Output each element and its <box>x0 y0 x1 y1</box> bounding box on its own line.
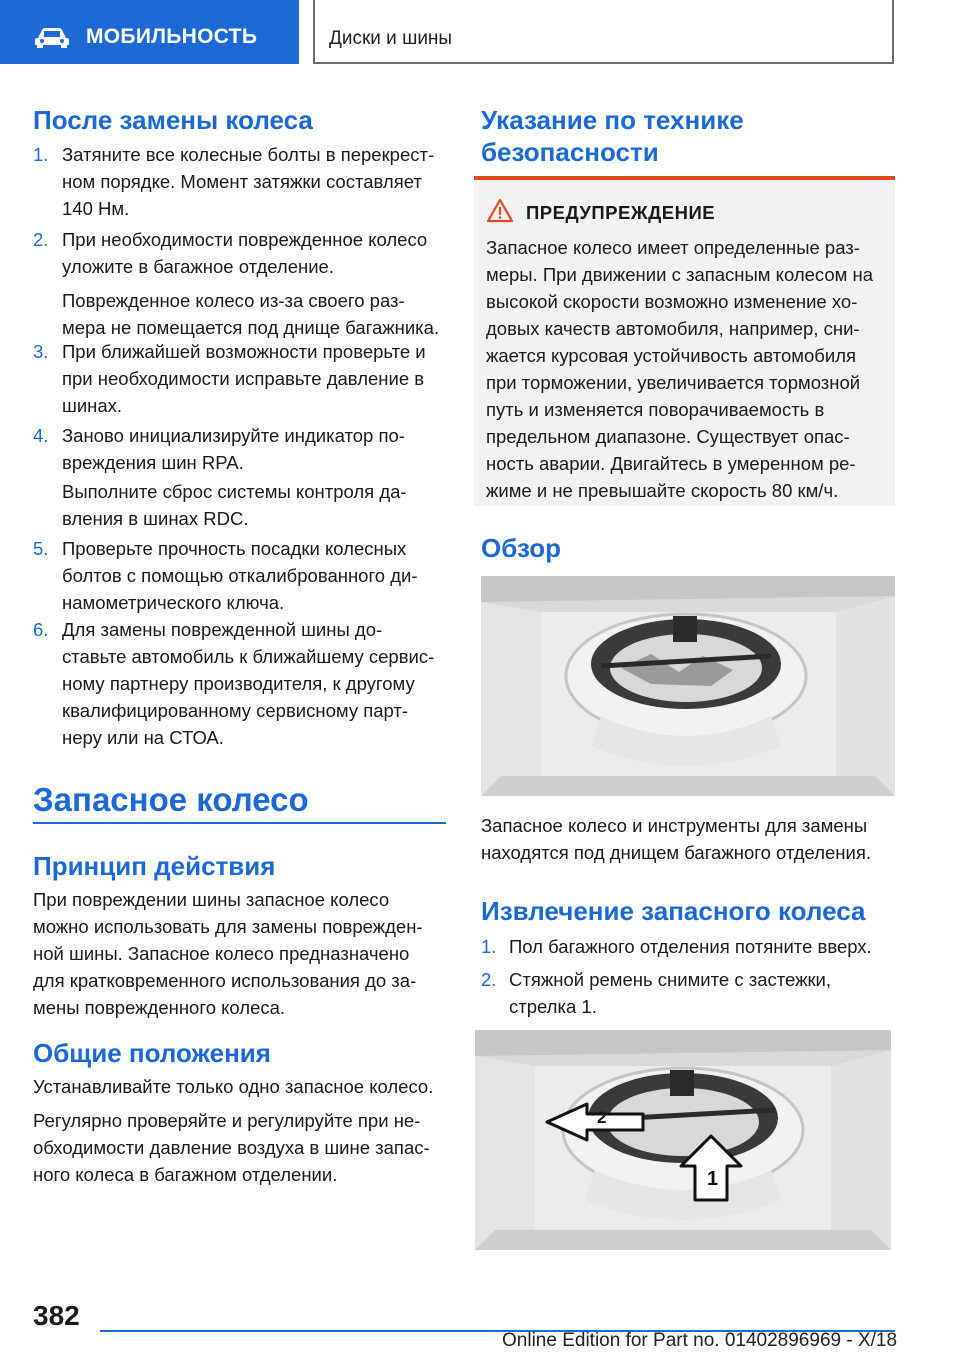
title-rule <box>33 822 446 824</box>
general-text-1: Устанавливайте только одно запасное колесо. <box>33 1076 434 1097</box>
principle-title: Принцип действия <box>33 851 276 881</box>
step-note: Выполните сброс системы контроля да- вления в шинах RDC. <box>62 481 407 529</box>
chapter-header <box>313 0 894 64</box>
principle-text: При повреждении шины запасное колесо можно использовать для замены поврежден- ной шины. Запасное колесо предназначено для кратковременного использования до за- мены поврежденного колеса. <box>33 889 423 1018</box>
step-number: 2. <box>33 229 49 250</box>
step-text: Заново инициализируйте индикатор по- вреждения шин RPA. <box>62 425 405 473</box>
step-text: При ближайшей возможности проверьте и при необходимости исправьте давление в шинах. <box>62 341 426 416</box>
general-title: Общие положения <box>33 1038 271 1068</box>
chapter-label: Диски и шины <box>329 28 453 49</box>
car-icon <box>34 26 70 48</box>
spare-wheel-photo <box>481 576 895 796</box>
section-tab[interactable] <box>0 0 299 64</box>
strap-removal-photo <box>475 1030 891 1250</box>
overview-title: Обзор <box>481 533 561 563</box>
safety-title: Указание по технике безопасности <box>481 105 744 167</box>
warning-rule <box>474 176 895 180</box>
step-number: 6. <box>33 619 49 640</box>
after-change-title: После замены колеса <box>33 105 313 135</box>
step-number: 4. <box>33 425 49 446</box>
edition-text: Online Edition for Part no. 01402896969 - X/18 <box>502 1330 898 1351</box>
page-number: 382 <box>33 1300 80 1331</box>
removal-title: Извлечение запасного колеса <box>481 896 866 926</box>
step-note: Поврежденное колесо из-за своего раз- мера не помещается под днище багажника. <box>62 290 440 338</box>
step-text: При необходимости поврежденное колесо уложите в багажное отделение. <box>62 229 428 277</box>
warning-triangle-icon <box>486 198 514 223</box>
general-text-2: Регулярно проверяйте и регулируйте при не- обходимости давление воздуха в шине запас- ного колеса в багажном отделении. <box>33 1110 430 1185</box>
warning-text: Запасное колесо имеет определенные раз- меры. При движении с запасным колесом на высокой скорости возможно изменение хо- довых качеств автомобиля, например, сни- жается курсовая устойчивость автомобиля при торможении, увеличивается тормозной путь и изменяется поворачиваемость в предельном диапазоне. Существует опас- ность аварии. Двигайтесь в умеренном ре- жиме и не превышайте скорость 80 км/ч. <box>486 237 874 501</box>
step-number: 1. <box>481 936 497 957</box>
arrow-label-2: 2 <box>597 1108 607 1127</box>
step-text: Пол багажного отделения потяните вверх. <box>509 936 872 957</box>
spare-wheel-title: Запасное колесо <box>33 781 309 818</box>
arrow-label-1: 1 <box>707 1168 719 1190</box>
step-text: Стяжной ремень снимите с застежки, стрелка 1. <box>509 969 832 1017</box>
step-number: 5. <box>33 538 49 559</box>
step-text: Для замены поврежденной шины до- ставьте автомобиль к ближайшему сервис- ному партнеру производителя, к другому квалифицированному сервисному парт- неру или на СТОА. <box>62 619 435 748</box>
warning-label: ПРЕДУПРЕЖДЕНИЕ <box>526 202 716 223</box>
step-text: Затяните все колесные болты в перекрест- ном порядке. Момент затяжки составляет 140 Нм. <box>62 144 435 219</box>
step-number: 3. <box>33 341 49 362</box>
step-text: Проверьте прочность посадки колесных болтов с помощью откалиброванного ди- намометрического ключа. <box>62 538 418 613</box>
overview-caption: Запасное колесо и инструменты для замены находятся под днищем багажного отделения. <box>481 815 871 863</box>
step-number: 2. <box>481 969 497 990</box>
step-number: 1. <box>33 144 49 165</box>
section-label: МОБИЛЬНОСТЬ <box>86 25 258 48</box>
